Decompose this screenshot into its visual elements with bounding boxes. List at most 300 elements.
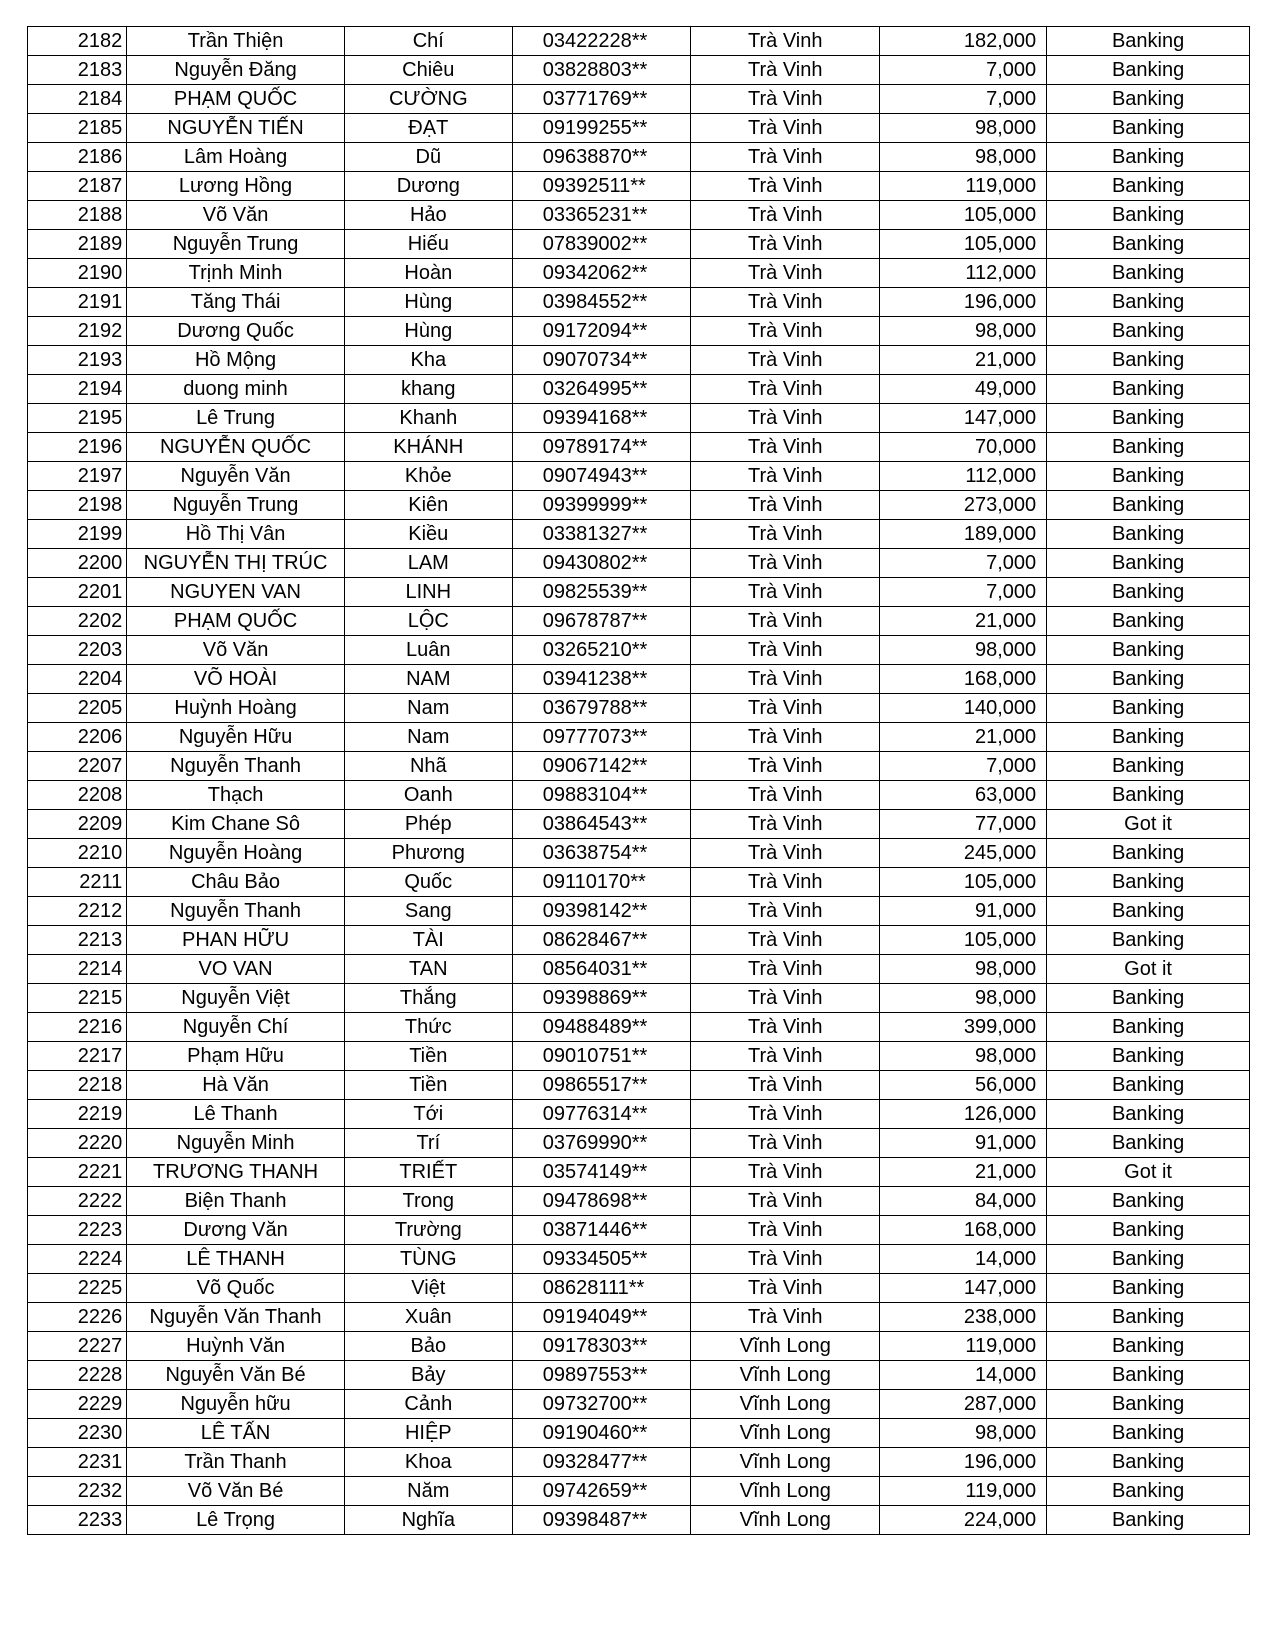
phone-cell: 07839002** (512, 230, 690, 259)
phone-cell: 09789174** (512, 433, 690, 462)
first-name-cell: Tiền (344, 1071, 512, 1100)
first-name-cell: TRIẾT (344, 1158, 512, 1187)
first-name-cell: Hảo (344, 201, 512, 230)
first-name-cell: Thắng (344, 984, 512, 1013)
phone-cell: 09398487** (512, 1506, 690, 1535)
payment-method-cell: Banking (1047, 259, 1250, 288)
table-row (28, 1042, 1250, 1071)
last-name-cell: Võ Quốc (127, 1274, 345, 1303)
last-name-cell: PHẠM QUỐC (127, 607, 345, 636)
payment-method-cell: Banking (1047, 27, 1250, 56)
payment-method-cell: Got it (1047, 1158, 1250, 1187)
row-number: 2222 (28, 1187, 127, 1216)
last-name-cell: Nguyễn Trung (127, 230, 345, 259)
first-name-cell: Phương (344, 839, 512, 868)
province-cell: Vĩnh Long (691, 1477, 880, 1506)
payment-method-cell: Banking (1047, 1506, 1250, 1535)
row-number: 2233 (28, 1506, 127, 1535)
phone-cell: 03264995** (512, 375, 690, 404)
first-name-cell: HIỆP (344, 1419, 512, 1448)
last-name-cell: Nguyễn Trung (127, 491, 345, 520)
row-number: 2231 (28, 1448, 127, 1477)
table-row (28, 1158, 1250, 1187)
row-number: 2225 (28, 1274, 127, 1303)
last-name-cell: Thạch (127, 781, 345, 810)
phone-cell: 09777073** (512, 723, 690, 752)
province-cell: Trà Vinh (691, 56, 880, 85)
table-row (28, 1071, 1250, 1100)
payment-method-cell: Banking (1047, 1361, 1250, 1390)
last-name-cell: Phạm Hữu (127, 1042, 345, 1071)
payment-method-cell: Got it (1047, 955, 1250, 984)
province-cell: Trà Vinh (691, 839, 880, 868)
province-cell: Vĩnh Long (691, 1390, 880, 1419)
payment-method-cell: Banking (1047, 114, 1250, 143)
amount-cell: 196,000 (880, 1448, 1047, 1477)
first-name-cell: Bảo (344, 1332, 512, 1361)
first-name-cell: LỘC (344, 607, 512, 636)
amount-cell: 119,000 (880, 1332, 1047, 1361)
payment-method-cell: Banking (1047, 520, 1250, 549)
payment-method-cell: Banking (1047, 897, 1250, 926)
row-number: 2205 (28, 694, 127, 723)
last-name-cell: Nguyễn Chí (127, 1013, 345, 1042)
table-row (28, 1274, 1250, 1303)
province-cell: Trà Vinh (691, 27, 880, 56)
province-cell: Trà Vinh (691, 1129, 880, 1158)
row-number: 2185 (28, 114, 127, 143)
last-name-cell: Biện Thanh (127, 1187, 345, 1216)
table-row (28, 607, 1250, 636)
first-name-cell: Nghĩa (344, 1506, 512, 1535)
phone-cell: 09488489** (512, 1013, 690, 1042)
amount-cell: 112,000 (880, 259, 1047, 288)
payment-method-cell: Banking (1047, 288, 1250, 317)
row-number: 2199 (28, 520, 127, 549)
payment-method-cell: Banking (1047, 1216, 1250, 1245)
last-name-cell: Tăng Thái (127, 288, 345, 317)
payment-method-cell: Banking (1047, 839, 1250, 868)
first-name-cell: Chiêu (344, 56, 512, 85)
amount-cell: 238,000 (880, 1303, 1047, 1332)
phone-cell: 09067142** (512, 752, 690, 781)
last-name-cell: LÊ TẤN (127, 1419, 345, 1448)
amount-cell: 140,000 (880, 694, 1047, 723)
last-name-cell: TRƯƠNG THANH (127, 1158, 345, 1187)
payment-method-cell: Banking (1047, 926, 1250, 955)
first-name-cell: Năm (344, 1477, 512, 1506)
payment-method-cell: Banking (1047, 1071, 1250, 1100)
payment-method-cell: Banking (1047, 1448, 1250, 1477)
first-name-cell: Sang (344, 897, 512, 926)
table-row (28, 85, 1250, 114)
province-cell: Trà Vinh (691, 346, 880, 375)
province-cell: Trà Vinh (691, 636, 880, 665)
table-row (28, 259, 1250, 288)
last-name-cell: Nguyễn Văn Thanh (127, 1303, 345, 1332)
first-name-cell: Trí (344, 1129, 512, 1158)
table-row (28, 839, 1250, 868)
table-row (28, 433, 1250, 462)
row-number: 2221 (28, 1158, 127, 1187)
amount-cell: 63,000 (880, 781, 1047, 810)
last-name-cell: Nguyễn Thanh (127, 897, 345, 926)
payment-method-cell: Banking (1047, 607, 1250, 636)
payment-method-cell: Banking (1047, 1332, 1250, 1361)
last-name-cell: VO VAN (127, 955, 345, 984)
first-name-cell: Kiên (344, 491, 512, 520)
amount-cell: 91,000 (880, 897, 1047, 926)
province-cell: Trà Vinh (691, 781, 880, 810)
phone-cell: 03941238** (512, 665, 690, 694)
phone-cell: 03871446** (512, 1216, 690, 1245)
province-cell: Trà Vinh (691, 259, 880, 288)
phone-cell: 09478698** (512, 1187, 690, 1216)
province-cell: Vĩnh Long (691, 1332, 880, 1361)
table-row (28, 1100, 1250, 1129)
province-cell: Vĩnh Long (691, 1506, 880, 1535)
phone-cell: 09399999** (512, 491, 690, 520)
province-cell: Trà Vinh (691, 317, 880, 346)
province-cell: Trà Vinh (691, 1100, 880, 1129)
table-row (28, 1448, 1250, 1477)
amount-cell: 168,000 (880, 1216, 1047, 1245)
amount-cell: 224,000 (880, 1506, 1047, 1535)
province-cell: Trà Vinh (691, 810, 880, 839)
last-name-cell: Huỳnh Văn (127, 1332, 345, 1361)
last-name-cell: Nguyễn Văn Bé (127, 1361, 345, 1390)
phone-cell: 09172094** (512, 317, 690, 346)
table-row (28, 1216, 1250, 1245)
province-cell: Trà Vinh (691, 694, 880, 723)
payment-method-cell: Banking (1047, 433, 1250, 462)
amount-cell: 189,000 (880, 520, 1047, 549)
first-name-cell: Quốc (344, 868, 512, 897)
payment-method-cell: Banking (1047, 201, 1250, 230)
amount-cell: 98,000 (880, 984, 1047, 1013)
amount-cell: 91,000 (880, 1129, 1047, 1158)
phone-cell: 09897553** (512, 1361, 690, 1390)
row-number: 2215 (28, 984, 127, 1013)
table-row (28, 578, 1250, 607)
amount-cell: 147,000 (880, 404, 1047, 433)
last-name-cell: Hồ Mộng (127, 346, 345, 375)
row-number: 2186 (28, 143, 127, 172)
amount-cell: 168,000 (880, 665, 1047, 694)
phone-cell: 09883104** (512, 781, 690, 810)
row-number: 2191 (28, 288, 127, 317)
province-cell: Trà Vinh (691, 955, 880, 984)
first-name-cell: Hùng (344, 317, 512, 346)
province-cell: Vĩnh Long (691, 1419, 880, 1448)
table-row (28, 404, 1250, 433)
amount-cell: 21,000 (880, 1158, 1047, 1187)
row-number: 2219 (28, 1100, 127, 1129)
phone-cell: 08628467** (512, 926, 690, 955)
payment-method-cell: Banking (1047, 317, 1250, 346)
row-number: 2210 (28, 839, 127, 868)
table-row (28, 636, 1250, 665)
first-name-cell: Việt (344, 1274, 512, 1303)
phone-cell: 03984552** (512, 288, 690, 317)
amount-cell: 98,000 (880, 1042, 1047, 1071)
row-number: 2204 (28, 665, 127, 694)
last-name-cell: PHẠM QUỐC (127, 85, 345, 114)
payment-method-cell: Banking (1047, 1477, 1250, 1506)
phone-cell: 09190460** (512, 1419, 690, 1448)
province-cell: Vĩnh Long (691, 1448, 880, 1477)
province-cell: Trà Vinh (691, 143, 880, 172)
amount-cell: 105,000 (880, 926, 1047, 955)
row-number: 2212 (28, 897, 127, 926)
province-cell: Trà Vinh (691, 1303, 880, 1332)
last-name-cell: Huỳnh Hoàng (127, 694, 345, 723)
province-cell: Trà Vinh (691, 665, 880, 694)
payment-method-cell: Banking (1047, 1390, 1250, 1419)
first-name-cell: Nhã (344, 752, 512, 781)
amount-cell: 70,000 (880, 433, 1047, 462)
table-row (28, 665, 1250, 694)
first-name-cell: Luân (344, 636, 512, 665)
table-row (28, 810, 1250, 839)
last-name-cell: Nguyễn Hoàng (127, 839, 345, 868)
row-number: 2217 (28, 1042, 127, 1071)
amount-cell: 245,000 (880, 839, 1047, 868)
phone-cell: 09194049** (512, 1303, 690, 1332)
payment-method-cell: Banking (1047, 636, 1250, 665)
amount-cell: 119,000 (880, 1477, 1047, 1506)
phone-cell: 08564031** (512, 955, 690, 984)
payment-method-cell: Banking (1047, 723, 1250, 752)
row-number: 2182 (28, 27, 127, 56)
row-number: 2200 (28, 549, 127, 578)
last-name-cell: Lâm Hoàng (127, 143, 345, 172)
table-row (28, 1013, 1250, 1042)
province-cell: Trà Vinh (691, 549, 880, 578)
payment-method-cell: Banking (1047, 984, 1250, 1013)
phone-cell: 09825539** (512, 578, 690, 607)
province-cell: Trà Vinh (691, 607, 880, 636)
row-number: 2223 (28, 1216, 127, 1245)
payment-method-cell: Banking (1047, 752, 1250, 781)
province-cell: Trà Vinh (691, 1158, 880, 1187)
province-cell: Trà Vinh (691, 723, 880, 752)
table-row (28, 1419, 1250, 1448)
phone-cell: 09742659** (512, 1477, 690, 1506)
first-name-cell: Khoa (344, 1448, 512, 1477)
payment-method-cell: Banking (1047, 85, 1250, 114)
payment-method-cell: Banking (1047, 578, 1250, 607)
amount-cell: 98,000 (880, 636, 1047, 665)
row-number: 2201 (28, 578, 127, 607)
last-name-cell: LÊ THANH (127, 1245, 345, 1274)
row-number: 2228 (28, 1361, 127, 1390)
table-row (28, 1303, 1250, 1332)
table-row (28, 1390, 1250, 1419)
last-name-cell: Châu Bảo (127, 868, 345, 897)
amount-cell: 7,000 (880, 85, 1047, 114)
first-name-cell: Khỏe (344, 462, 512, 491)
phone-cell: 09334505** (512, 1245, 690, 1274)
last-name-cell: Nguyễn Minh (127, 1129, 345, 1158)
amount-cell: 287,000 (880, 1390, 1047, 1419)
first-name-cell: Nam (344, 694, 512, 723)
row-number: 2190 (28, 259, 127, 288)
payment-method-cell: Banking (1047, 143, 1250, 172)
row-number: 2227 (28, 1332, 127, 1361)
row-number: 2218 (28, 1071, 127, 1100)
first-name-cell: Chí (344, 27, 512, 56)
table-row (28, 1129, 1250, 1158)
row-number: 2189 (28, 230, 127, 259)
last-name-cell: Nguyễn hữu (127, 1390, 345, 1419)
table-row (28, 491, 1250, 520)
table-row (28, 897, 1250, 926)
payment-method-cell: Banking (1047, 404, 1250, 433)
payment-method-cell: Banking (1047, 375, 1250, 404)
amount-cell: 119,000 (880, 172, 1047, 201)
first-name-cell: Hiếu (344, 230, 512, 259)
last-name-cell: Trần Thiện (127, 27, 345, 56)
phone-cell: 03771769** (512, 85, 690, 114)
province-cell: Trà Vinh (691, 172, 880, 201)
table-row (28, 375, 1250, 404)
row-number: 2203 (28, 636, 127, 665)
payment-method-cell: Banking (1047, 1303, 1250, 1332)
last-name-cell: Trần Thanh (127, 1448, 345, 1477)
first-name-cell: Tới (344, 1100, 512, 1129)
table-row (28, 201, 1250, 230)
row-number: 2188 (28, 201, 127, 230)
table-row (28, 549, 1250, 578)
first-name-cell: Dũ (344, 143, 512, 172)
row-number: 2198 (28, 491, 127, 520)
table-row (28, 172, 1250, 201)
amount-cell: 98,000 (880, 317, 1047, 346)
last-name-cell: Lê Trọng (127, 1506, 345, 1535)
province-cell: Trà Vinh (691, 114, 880, 143)
table-row (28, 143, 1250, 172)
province-cell: Trà Vinh (691, 578, 880, 607)
amount-cell: 98,000 (880, 143, 1047, 172)
province-cell: Trà Vinh (691, 491, 880, 520)
phone-cell: 09199255** (512, 114, 690, 143)
amount-cell: 399,000 (880, 1013, 1047, 1042)
phone-cell: 03638754** (512, 839, 690, 868)
province-cell: Trà Vinh (691, 926, 880, 955)
row-number: 2220 (28, 1129, 127, 1158)
province-cell: Trà Vinh (691, 1274, 880, 1303)
last-name-cell: Hà Văn (127, 1071, 345, 1100)
amount-cell: 105,000 (880, 868, 1047, 897)
phone-cell: 09392511** (512, 172, 690, 201)
row-number: 2226 (28, 1303, 127, 1332)
phone-cell: 09865517** (512, 1071, 690, 1100)
last-name-cell: Dương Văn (127, 1216, 345, 1245)
payment-method-cell: Banking (1047, 1419, 1250, 1448)
phone-cell: 09070734** (512, 346, 690, 375)
first-name-cell: Kiều (344, 520, 512, 549)
last-name-cell: Kim Chane Sô (127, 810, 345, 839)
payment-method-cell: Banking (1047, 665, 1250, 694)
row-number: 2196 (28, 433, 127, 462)
phone-cell: 03769990** (512, 1129, 690, 1158)
amount-cell: 21,000 (880, 723, 1047, 752)
amount-cell: 21,000 (880, 346, 1047, 375)
data-table (27, 26, 1250, 1535)
first-name-cell: Dương (344, 172, 512, 201)
phone-cell: 09074943** (512, 462, 690, 491)
province-cell: Trà Vinh (691, 1216, 880, 1245)
payment-method-cell: Banking (1047, 172, 1250, 201)
row-number: 2183 (28, 56, 127, 85)
table-row (28, 56, 1250, 85)
first-name-cell: Khanh (344, 404, 512, 433)
amount-cell: 77,000 (880, 810, 1047, 839)
first-name-cell: Kha (344, 346, 512, 375)
last-name-cell: Trịnh Minh (127, 259, 345, 288)
payment-method-cell: Got it (1047, 810, 1250, 839)
payment-method-cell: Banking (1047, 694, 1250, 723)
payment-method-cell: Banking (1047, 1100, 1250, 1129)
row-number: 2207 (28, 752, 127, 781)
row-number: 2230 (28, 1419, 127, 1448)
phone-cell: 09328477** (512, 1448, 690, 1477)
phone-cell: 09638870** (512, 143, 690, 172)
last-name-cell: Nguyễn Đăng (127, 56, 345, 85)
phone-cell: 03365231** (512, 201, 690, 230)
phone-cell: 03679788** (512, 694, 690, 723)
table-row (28, 288, 1250, 317)
row-number: 2232 (28, 1477, 127, 1506)
last-name-cell: Nguyễn Hữu (127, 723, 345, 752)
province-cell: Trà Vinh (691, 85, 880, 114)
province-cell: Trà Vinh (691, 1042, 880, 1071)
first-name-cell: Nam (344, 723, 512, 752)
table-row (28, 694, 1250, 723)
amount-cell: 7,000 (880, 549, 1047, 578)
table-row (28, 346, 1250, 375)
amount-cell: 147,000 (880, 1274, 1047, 1303)
province-cell: Trà Vinh (691, 201, 880, 230)
province-cell: Trà Vinh (691, 462, 880, 491)
phone-cell: 09732700** (512, 1390, 690, 1419)
first-name-cell: Hùng (344, 288, 512, 317)
table-row (28, 781, 1250, 810)
amount-cell: 84,000 (880, 1187, 1047, 1216)
amount-cell: 105,000 (880, 201, 1047, 230)
first-name-cell: Cảnh (344, 1390, 512, 1419)
table-row (28, 723, 1250, 752)
last-name-cell: PHAN HỮU (127, 926, 345, 955)
province-cell: Trà Vinh (691, 288, 880, 317)
row-number: 2209 (28, 810, 127, 839)
row-number: 2214 (28, 955, 127, 984)
province-cell: Trà Vinh (691, 375, 880, 404)
table-row (28, 230, 1250, 259)
amount-cell: 98,000 (880, 1419, 1047, 1448)
province-cell: Trà Vinh (691, 1245, 880, 1274)
payment-method-cell: Banking (1047, 1013, 1250, 1042)
last-name-cell: Võ Văn (127, 201, 345, 230)
row-number: 2216 (28, 1013, 127, 1042)
first-name-cell: Tiền (344, 1042, 512, 1071)
amount-cell: 273,000 (880, 491, 1047, 520)
province-cell: Trà Vinh (691, 897, 880, 926)
payment-method-cell: Banking (1047, 1245, 1250, 1274)
province-cell: Trà Vinh (691, 1071, 880, 1100)
first-name-cell: Xuân (344, 1303, 512, 1332)
